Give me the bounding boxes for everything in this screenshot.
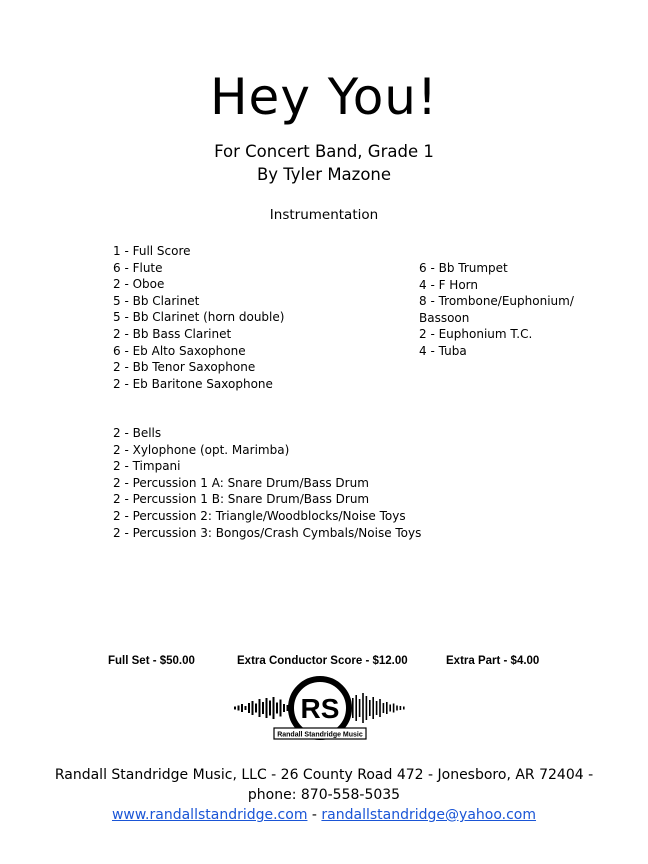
link-separator: - [307,807,322,823]
list-item: 2 - Oboe [113,277,165,292]
contact-links [0,805,648,825]
wave-bar [269,701,271,716]
logo-initials: RS [300,693,340,724]
wave-bar [241,704,243,712]
extra-score-price: Extra Conductor Score - $12.00 [237,655,408,667]
list-item: Bassoon [419,310,470,325]
wave-bar [383,703,385,713]
subtitle-block [0,140,648,186]
footer [0,765,648,825]
list-item: 1 - Full Score [113,244,191,258]
wave-bar [352,698,354,718]
brass-list [419,260,574,360]
wave-bar [396,706,398,711]
phone: phone: 870-558-5035 [247,787,401,803]
waveform-left-icon [234,697,289,719]
page-title: Hey You! [209,68,439,126]
subtitle: For Concert Band, Grade 1 [214,142,434,161]
list-item: 5 - Bb Clarinet (horn double) [113,310,285,325]
wave-bar [252,701,254,715]
wave-bar [276,703,278,714]
address: Randall Standridge Music, LLC - 26 County Road 472 - Jonesboro, AR 72404 - [54,767,594,783]
wave-bar [255,704,257,713]
list-item: 2 - Xylophone (opt. Marimba) [113,442,290,457]
list-item: 2 - Euphonium T.C. [419,327,533,342]
wave-bar [369,700,371,716]
logo-banner-text: Randall Standridge Music [277,731,363,739]
list-item: 8 - Trombone/Euphonium/ [419,294,574,309]
wave-bar [259,699,261,717]
woodwind-list [113,243,284,392]
wave-bar [280,700,282,717]
wave-bar [262,702,264,714]
website-link[interactable]: www.randallstandridge.com [111,807,308,823]
wave-bar [376,701,378,715]
list-item: 2 - Bells [113,426,162,440]
instrumentation-heading: Instrumentation [269,207,379,223]
wave-bar [389,705,391,712]
wave-bar [372,697,374,719]
author: By Tyler Mazone [256,165,392,184]
wave-bar [400,706,402,710]
wave-bar [248,703,250,713]
wave-bar [362,693,364,723]
list-item: 4 - F Horn [419,277,479,292]
list-item: 2 - Percussion 3: Bongos/Crash Cymbals/Noise Toys [113,525,422,540]
list-item: 6 - Bb Trumpet [419,261,508,275]
list-item: 2 - Bb Bass Clarinet [113,326,232,341]
publisher-logo [232,676,408,746]
wave-bar [273,697,275,719]
list-item: 5 - Bb Clarinet [113,293,200,308]
list-item: 2 - Eb Baritone Saxophone [113,376,273,391]
waveform-right-icon [352,693,405,723]
wave-bar [245,706,247,710]
list-item: 2 - Percussion 1 B: Snare Drum/Bass Drum [113,492,370,507]
wave-bar [403,707,405,710]
list-item: 6 - Flute [113,260,163,275]
wave-bar [379,699,381,717]
list-item: 2 - Bb Tenor Saxophone [113,360,256,375]
percussion-list [113,425,421,541]
list-item: 4 - Tuba [419,343,467,358]
wave-bar [386,702,388,714]
wave-bar [366,696,368,720]
wave-bar [283,704,285,712]
full-set-price: Full Set - $50.00 [108,655,195,667]
wave-bar [355,695,357,721]
list-item: 2 - Percussion 1 A: Snare Drum/Bass Drum [113,475,369,490]
email-link[interactable]: randallstandridge@yahoo.com [321,807,537,823]
wave-bar [266,698,268,718]
wave-bar [234,707,236,710]
wave-bar [359,699,361,717]
wave-bar [393,704,395,713]
list-item: 6 - Eb Alto Saxophone [113,343,246,358]
extra-part-price: Extra Part - $4.00 [446,655,540,667]
wave-bar [238,706,240,711]
list-item: 2 - Timpani [113,459,181,474]
list-item: 2 - Percussion 2: Triangle/Woodblocks/Noise Toys [113,508,406,523]
